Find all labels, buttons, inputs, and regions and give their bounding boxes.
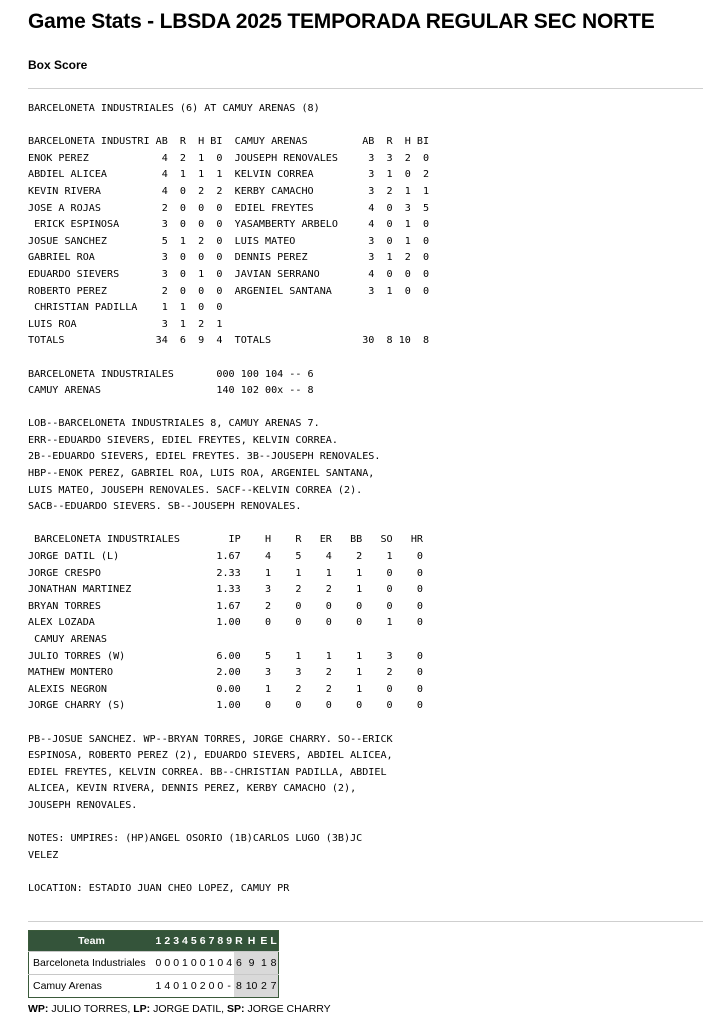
team-name: Camuy Arenas	[29, 975, 155, 998]
inning-header: 8	[216, 931, 225, 952]
batting-row: EDUARDO SIEVERS 3 0 1 0 JAVIAN SERRANO 4 0 0 0	[28, 268, 430, 280]
inning-header: 6	[198, 931, 207, 952]
saving-pitcher: JORGE CHARRY	[247, 1003, 331, 1015]
inning-score: 0	[216, 952, 225, 975]
batting-totals-row: TOTALS 34 6 9 4 TOTALS 30 8 10 8	[28, 335, 430, 347]
lob-header: L	[269, 931, 279, 952]
pitching-note-line: ESPINOSA, ROBERTO PEREZ (2), EDUARDO SIEVERS, ABDIEL ALICEA,	[28, 750, 393, 762]
umpires-note-line: VELEZ	[28, 849, 59, 861]
errors-total: 2	[259, 975, 269, 998]
batting-row: JOSE A ROJAS 2 0 0 0 EDIEL FREYTES 4 0 3 5	[28, 202, 430, 214]
inning-score: 0	[172, 952, 181, 975]
inning-score: 0	[216, 975, 225, 998]
linescore-table	[28, 930, 279, 998]
inning-score: 2	[198, 975, 207, 998]
pitching-row: JORGE CRESPO 2.33 1 1 1 1 0 0	[28, 567, 424, 579]
pitching-note-line: JOUSEPH RENOVALES.	[28, 799, 138, 811]
runs-total: 8	[234, 975, 245, 998]
game-heading: BARCELONETA INDUSTRIALES (6) AT CAMUY ARENAS (8)	[28, 103, 320, 114]
umpires-note-line: NOTES: UMPIRES: (HP)ANGEL OSORIO (1B)CARLOS LUGO (3B)JC	[28, 833, 363, 845]
pitching-row: JULIO TORRES (W) 6.00 5 1 1 1 3 0	[28, 650, 424, 662]
batting-note-line: LUIS MATEO, JOUSEPH RENOVALES. SACF--KELVIN CORREA (2).	[28, 484, 363, 496]
losing-pitcher: JORGE DATIL	[153, 1003, 222, 1015]
pitching-row: BARCELONETA INDUSTRIALES IP H R ER BB SO HR	[28, 534, 424, 546]
pitching-note-line: EDIEL FREYTES, KELVIN CORREA. BB--CHRISTIAN PADILLA, ABDIEL	[28, 766, 387, 778]
batting-note-line: SACB--EDUARDO SIEVERS. SB--JOUSEPH RENOVALES.	[28, 501, 302, 513]
inning-score: 0	[189, 952, 198, 975]
batting-row: BARCELONETA INDUSTRI AB R H BI CAMUY ARENAS AB R H BI	[28, 136, 430, 148]
linescore-text-row: BARCELONETA INDUSTRIALES 000 100 104 -- 6	[28, 368, 314, 380]
errors-header: E	[259, 931, 269, 952]
batting-row: ABDIEL ALICEA 4 1 1 1 KELVIN CORREA 3 1 0 2	[28, 169, 430, 181]
inning-score: 1	[154, 975, 163, 998]
pitching-row: CAMUY ARENAS	[28, 634, 108, 645]
pitching-row: ALEXIS NEGRON 0.00 1 2 2 1 0 0	[28, 683, 424, 695]
linescore-text-row: CAMUY ARENAS 140 102 00x -- 8	[28, 385, 314, 397]
batting-row: CHRISTIAN PADILLA 1 1 0 0	[28, 302, 223, 314]
batting-row: KEVIN RIVERA 4 0 2 2 KERBY CAMACHO 3 2 1 1	[28, 185, 430, 197]
linescore-row-home	[29, 975, 279, 998]
lp-label: LP:	[133, 1003, 151, 1015]
errors-total: 1	[259, 952, 269, 975]
inning-header: 1	[154, 931, 163, 952]
lob-total: 8	[269, 952, 279, 975]
batting-row: ROBERTO PEREZ 2 0 0 0 ARGENIEL SANTANA 3 1 0 0	[28, 285, 430, 297]
inning-header: 3	[172, 931, 181, 952]
inning-header: 7	[207, 931, 216, 952]
inning-header: 5	[189, 931, 198, 952]
lob-total: 7	[269, 975, 279, 998]
box-score-heading: Box Score	[28, 58, 88, 72]
pitching-note-line: PB--JOSUE SANCHEZ. WP--BRYAN TORRES, JORGE CHARRY. SO--ERICK	[28, 733, 393, 745]
batting-row: JOSUE SANCHEZ 5 1 2 0 LUIS MATEO 3 0 1 0	[28, 235, 430, 247]
pitching-note-line: ALICEA, KEVIN RIVERA, DENNIS PEREZ, KERBY CAMACHO (2),	[28, 783, 357, 795]
batting-note-line: LOB--BARCELONETA INDUSTRIALES 8, CAMUY ARENAS 7.	[28, 418, 320, 430]
runs-header: R	[234, 931, 245, 952]
hits-total: 10	[244, 975, 259, 998]
wp-label: WP:	[28, 1003, 49, 1015]
pitchers-of-record: WP: JULIO TORRES, LP: JORGE DATIL, SP: JORGE CHARRY	[28, 1003, 331, 1015]
batting-note-line: 2B--EDUARDO SIEVERS, EDIEL FREYTES. 3B--JOUSEPH RENOVALES.	[28, 451, 381, 463]
inning-score: 0	[154, 952, 163, 975]
location-note: LOCATION: ESTADIO JUAN CHEO LOPEZ, CAMUY PR	[28, 882, 290, 894]
sp-label: SP:	[227, 1003, 245, 1015]
batting-row: ERICK ESPINOSA 3 0 0 0 YASAMBERTY ARBELO 4 0 1 0	[28, 219, 430, 231]
pitching-row: ALEX LOZADA 1.00 0 0 0 0 1 0	[28, 617, 424, 629]
inning-header: 4	[181, 931, 190, 952]
inning-header: 9	[225, 931, 234, 952]
divider-bottom	[28, 921, 703, 922]
inning-score: 0	[198, 952, 207, 975]
pitching-row: BRYAN TORRES 1.67 2 0 0 0 0 0	[28, 600, 424, 612]
batting-row: GABRIEL ROA 3 0 0 0 DENNIS PEREZ 3 1 2 0	[28, 252, 430, 264]
inning-score: 1	[181, 975, 190, 998]
pitching-row: JORGE DATIL (L) 1.67 4 5 4 2 1 0	[28, 551, 424, 563]
inning-score: -	[225, 975, 234, 998]
pitching-row: JONATHAN MARTINEZ 1.33 3 2 2 1 0 0	[28, 584, 424, 596]
inning-score: 1	[207, 952, 216, 975]
pitching-row: MATHEW MONTERO 2.00 3 3 2 1 2 0	[28, 667, 424, 679]
page-title: Game Stats - LBSDA 2025 TEMPORADA REGULAR SEC NORTE	[28, 10, 655, 33]
pitching-row: JORGE CHARRY (S) 1.00 0 0 0 0 0 0	[28, 700, 424, 712]
linescore-header-row	[29, 931, 279, 952]
hits-header: H	[244, 931, 259, 952]
batting-note-line: HBP--ENOK PEREZ, GABRIEL ROA, LUIS ROA, ARGENIEL SANTANA,	[28, 468, 375, 480]
inning-score: 1	[181, 952, 190, 975]
team-name: Barceloneta Industriales	[29, 952, 155, 975]
inning-header: 2	[163, 931, 172, 952]
inning-score: 4	[225, 952, 234, 975]
batting-row: ENOK PEREZ 4 2 1 0 JOUSEPH RENOVALES 3 3 2 0	[28, 152, 430, 164]
inning-score: 4	[163, 975, 172, 998]
inning-score: 0	[172, 975, 181, 998]
inning-score: 0	[163, 952, 172, 975]
batting-note-line: ERR--EDUARDO SIEVERS, EDIEL FREYTES, KELVIN CORREA.	[28, 434, 338, 446]
box-score-text	[28, 101, 429, 898]
team-column-header: Team	[29, 931, 155, 952]
batting-row: LUIS ROA 3 1 2 1	[28, 318, 223, 330]
inning-score: 0	[189, 975, 198, 998]
runs-total: 6	[234, 952, 245, 975]
divider-top	[28, 88, 703, 89]
inning-score: 0	[207, 975, 216, 998]
hits-total: 9	[244, 952, 259, 975]
linescore-row-away	[29, 952, 279, 975]
winning-pitcher: JULIO TORRES	[51, 1003, 128, 1015]
